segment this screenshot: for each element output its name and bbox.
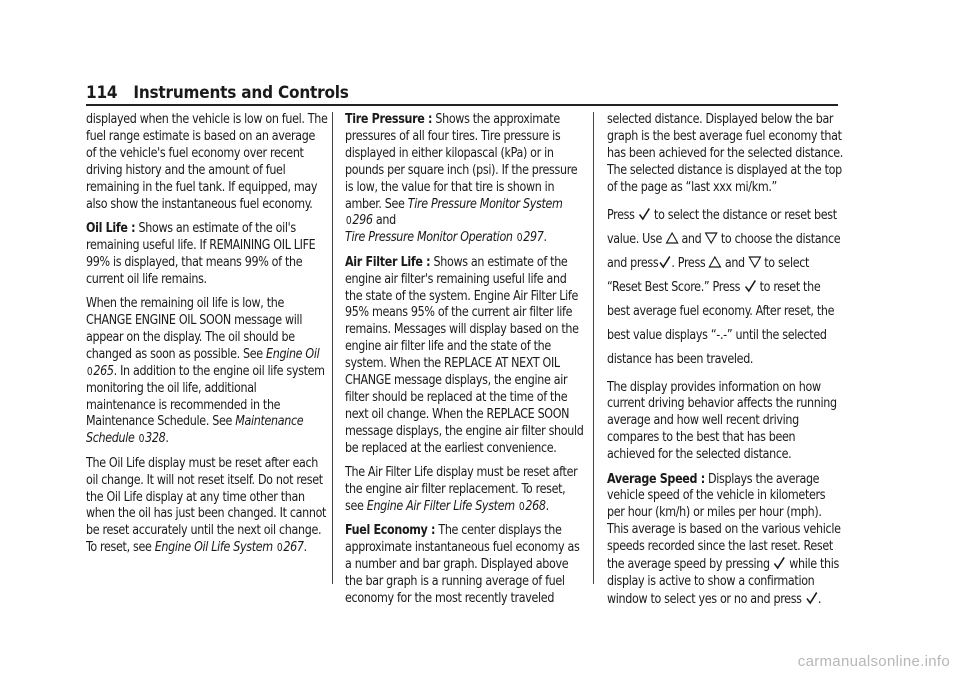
xref-arrow-icon: 0: [138, 432, 145, 446]
press-text-4: to choose the distance and press: [607, 232, 841, 272]
oil-life-text: Shows an estimate of the oil's remaining useful life. If REMAINING OIL LIFE 99% is displayed, that means 99% of the current oil life remains.: [86, 220, 316, 287]
tire-pressure-paragraph: Tire Pressure : Shows the approximate pressures of all four tires. Tire pressure is displayed in either kilopascal (kPa) or in pounds per square inch (psi). If the pressure is low, the value for that tire is shown in amber. See Tire Pressure Monitor System 0296 and Tire Pressure Monitor Operation 0297.: [345, 112, 578, 246]
tire-pressure-term: Tire Pressure :: [345, 112, 433, 127]
xref-arrow-icon: 0: [345, 214, 352, 228]
checkmark-icon: [773, 556, 786, 570]
column-1: [86, 112, 328, 565]
maintenance-schedule-link[interactable]: Maintenance Schedule: [86, 414, 304, 447]
press-text-8: to reset the best average fuel economy. After reset, the best value displays “-.-” until the selected distance has been traveled.: [607, 280, 835, 368]
tpms-operation-page[interactable]: 297: [523, 230, 544, 246]
watermark[interactable]: carmanualsonline.info: [797, 653, 950, 670]
air-filter-text: Shows an estimate of the engine air filter's remaining useful life and the state of the system. Engine Air Filter Life 95% means 95% of the current air filter life remains. Messages will display based on the engine air filter life and the state of the system. When the REPLACE AT NEXT OIL CHANGE message displays, the engine air filter should be replaced at the time of the next oil change. When the REPLACE SOON message displays, the engine air filter should be replaced at the earliest convenience.: [345, 254, 584, 456]
average-speed-paragraph: [607, 472, 844, 609]
column-divider-2: [593, 112, 594, 584]
engine-oil-life-system-link[interactable]: Engine Oil Life System: [154, 540, 273, 556]
header-rule: [86, 104, 838, 106]
down-triangle-icon: [748, 255, 761, 269]
checkmark-icon: [805, 591, 818, 605]
fuel-economy-paragraph: [345, 523, 587, 608]
tpms-operation-link[interactable]: Tire Pressure Monitor Operation: [345, 230, 513, 246]
air-filter-system-page[interactable]: 268: [525, 498, 546, 514]
page-header: [86, 82, 838, 104]
air-filter-reset-paragraph: The Air Filter Life display must be reset after the engine air filter replacement. To reset, see Engine Air Filter Life System 0268.: [345, 465, 578, 514]
air-filter-system-link[interactable]: Engine Air Filter Life System: [366, 498, 515, 514]
air-filter-paragraph: [345, 255, 587, 458]
reset-instructions-paragraph: [607, 204, 844, 372]
press-text-7: to select “Reset Best Score.” Press: [607, 256, 810, 296]
air-filter-reset-text: The Air Filter Life display must be reset after the engine air filter replacement. To reset, see: [345, 465, 578, 514]
up-triangle-icon: [709, 255, 722, 269]
press-text-3: and: [681, 232, 702, 248]
fuel-economy-term: Fuel Economy :: [345, 523, 436, 539]
air-filter-term: Air Filter Life :: [345, 254, 431, 270]
average-speed-term: Average Speed :: [607, 471, 705, 487]
column-2: [345, 112, 587, 615]
down-triangle-icon: [705, 231, 718, 245]
oil-reset-text: The Oil Life display must be reset after each oil change. It will not reset itself. Do not reset the Oil Life display at any time other than when the oil has just been changed. It cannot be reset accurately until the next oil change. To reset, see: [86, 455, 327, 556]
oil-low-paragraph: When the remaining oil life is low, the CHANGE ENGINE OIL SOON message will appear on the display. The oil should be changed as soon as possible. See Engine Oil 0265. In addition to the engine oil life system monitoring the oil life, additional maintenance is recommended in the Maintenance Schedule. See Maintenance Schedule 0328.: [86, 296, 325, 447]
tpms-link[interactable]: Tire Pressure Monitor System: [407, 196, 563, 212]
checkmark-icon: [638, 207, 651, 221]
column-divider-1: [332, 112, 333, 584]
page-number: 114: [86, 83, 118, 103]
average-speed-text-1: Displays the average vehicle speed of the vehicle in kilometers per hour (km/h) or miles per hour (mph). This average is based on the various vehicle speeds recorded since the last reset. Reset the average speed by pressing: [607, 471, 841, 573]
oil-reset-paragraph: The Oil Life display must be reset after each oil change. It will not reset itself. Do not reset the Oil Life display at any time other than when the oil has just been changed. It cannot be reset accurately until the next oil change. To reset, see Engine Oil Life System 0267.: [86, 455, 327, 556]
engine-oil-life-system-page[interactable]: 267: [283, 540, 304, 556]
press-text-6: and: [724, 256, 745, 272]
up-triangle-icon: [665, 231, 678, 245]
maintenance-schedule-page[interactable]: 328: [145, 431, 166, 447]
average-speed-text-3: .: [817, 591, 822, 607]
oil-life-paragraph: [86, 221, 328, 289]
engine-oil-link[interactable]: Engine Oil: [266, 346, 320, 362]
average-speed-text-2: while this display is active to show a confirmation window to select yes or no and press: [607, 557, 839, 607]
column-3: [607, 112, 844, 616]
fuel-range-paragraph: displayed when the vehicle is low on fuel. The fuel range estimate is based on an average of the vehicle's fuel economy over recent driving history and the amount of fuel remaining in the fuel tank. If equipped, may also show the instantaneous fuel economy.: [86, 112, 328, 212]
fuel-economy-continued: selected distance. Displayed below the bar graph is the best average fuel economy that has been achieved for the selected distance. The selected distance is displayed at the top of the page as “last xxx mi/km.”: [607, 112, 843, 195]
xref-arrow-icon: 0: [86, 364, 93, 378]
fuel-economy-text: The center displays the approximate instantaneous fuel economy as a number and bar graph. Displayed above the bar graph is a running average of fuel economy for the most recently traveled: [345, 523, 580, 606]
section-title: Instruments and Controls: [133, 83, 349, 103]
press-text-1: Press: [607, 208, 635, 224]
tire-pressure-text: Shows the approximate pressures of all four tires. Tire pressure is displayed in either kilopascal (kPa) or in pounds per square inch (psi). If the pressure is low, the value for that tire is shown in amber. See: [345, 112, 578, 212]
xref-arrow-icon: 0: [516, 231, 523, 245]
checkmark-icon: [658, 255, 671, 269]
oil-low-text: When the remaining oil life is low, the CHANGE ENGINE OIL SOON message will appear on the display. The oil should be changed as soon as possible. See: [86, 296, 303, 362]
checkmark-icon: [743, 279, 756, 293]
press-text-2: to select the distance or reset best value. Use: [607, 208, 837, 248]
xref-arrow-icon: 0: [276, 541, 283, 555]
driving-behavior-paragraph: The display provides information on how current driving behavior affects the running average and how well recent driving compares to the best that has been achieved for the selected distance.: [607, 379, 837, 463]
tire-and: and: [375, 213, 396, 229]
oil-low-text-2: . In addition to the engine oil life system monitoring the oil life, additional maintenance is recommended in the Maintenance Schedule. See: [86, 363, 325, 430]
xref-arrow-icon: 0: [518, 499, 525, 513]
press-text-5: . Press: [671, 256, 706, 272]
tpms-page[interactable]: 296: [352, 213, 373, 229]
engine-oil-page[interactable]: 265: [93, 363, 114, 379]
oil-life-term: Oil Life :: [86, 220, 136, 236]
